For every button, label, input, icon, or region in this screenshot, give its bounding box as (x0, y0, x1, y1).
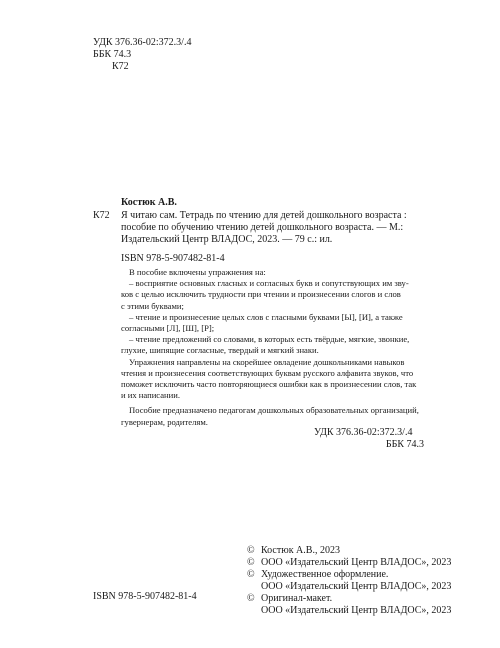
copyright-text: ООО «Издательский Центр ВЛАДОС», 2023 (261, 581, 452, 592)
copyright-line (247, 569, 447, 581)
audience-line: гувернерам, родителям. (121, 416, 208, 427)
description-line: пособие по обучению чтению детей дошкольного возраста. — М.: (121, 222, 404, 233)
annotation-item: – чтение и произнесение целых слов с гласными буквами [Ы], [И], а также (129, 311, 403, 322)
annotation-item: глухие, шипящие согласные, твердый и мягкий знаки. (121, 345, 319, 356)
footer-udk-code: УДК 376.36-02:372.3/.4 (314, 427, 413, 438)
footer-bbk-code: ББК 74.3 (385, 439, 424, 450)
annotation-intro: В пособие включены упражнения на: (129, 267, 266, 277)
author-mark: К72 (112, 61, 129, 72)
record-mark: К72 (93, 210, 110, 221)
description-line: Издательский Центр ВЛАДОС, 2023. — 79 с.: ил. (121, 234, 333, 245)
purpose-line: и их написании. (121, 390, 180, 401)
bbk-code: ББК 74.3 (93, 49, 132, 60)
bibliographic-description (121, 210, 426, 246)
annotation-item: ков с целью исключить трудности при чтении и произнесении слогов и слов (121, 289, 401, 300)
purpose-line: чтения и произнесения соответствующих буквам русского алфавита звуков, что (121, 367, 414, 378)
copyright-text: Костюк А.В., 2023 (261, 545, 340, 556)
annotation-item: – чтение предложений со словами, в которых есть твёрдые, мягкие, звонкие, (129, 334, 410, 345)
description-line: Я читаю сам. Тетрадь по чтению для детей дошкольного возраста : (121, 210, 407, 221)
copyright-text: ООО «Издательский Центр ВЛАДОС», 2023 (261, 605, 452, 616)
copyright-line (247, 605, 452, 617)
author-heading: Костюк А.В. (121, 197, 177, 208)
annotation (121, 267, 431, 428)
annotation-item: с этими буквами; (121, 300, 184, 311)
copyright-block (247, 545, 452, 617)
copyright-symbol: © (247, 593, 255, 604)
copyright-symbol (247, 605, 261, 617)
annotation-item: согласными [Л], [Ш], [Р]; (121, 323, 215, 334)
annotation-item: – восприятие основных гласных и согласных букв и сопутствующих им зву- (129, 278, 409, 289)
copyright-line (247, 593, 447, 605)
udk-code: УДК 376.36-02:372.3/.4 (93, 37, 192, 48)
copyright-symbol: © (247, 557, 255, 568)
audience-line: Пособие предназначено педагогам дошкольных образовательных организаций, (129, 405, 419, 416)
copyright-symbol: © (247, 545, 255, 556)
record-isbn: ISBN 978-5-907482-81-4 (121, 253, 225, 264)
purpose-line: поможет исключить часто повторяющиеся ошибки как в произнесении слов, так (121, 379, 417, 390)
purpose-line: Упражнения направлены на скорейшее овладение дошкольниками навыков (129, 356, 405, 367)
isbn: ISBN 978-5-907482-81-4 (93, 591, 197, 602)
copyright-line (247, 581, 452, 593)
copyright-text: Оригинал-макет. (261, 593, 333, 604)
copyright-text: ООО «Издательский Центр ВЛАДОС», 2023 (261, 557, 452, 568)
copyright-symbol: © (247, 569, 255, 580)
copyright-text: Художественное оформление. (261, 569, 389, 580)
copyright-line (247, 557, 452, 569)
copyright-symbol (247, 581, 261, 593)
copyright-line (247, 545, 447, 557)
